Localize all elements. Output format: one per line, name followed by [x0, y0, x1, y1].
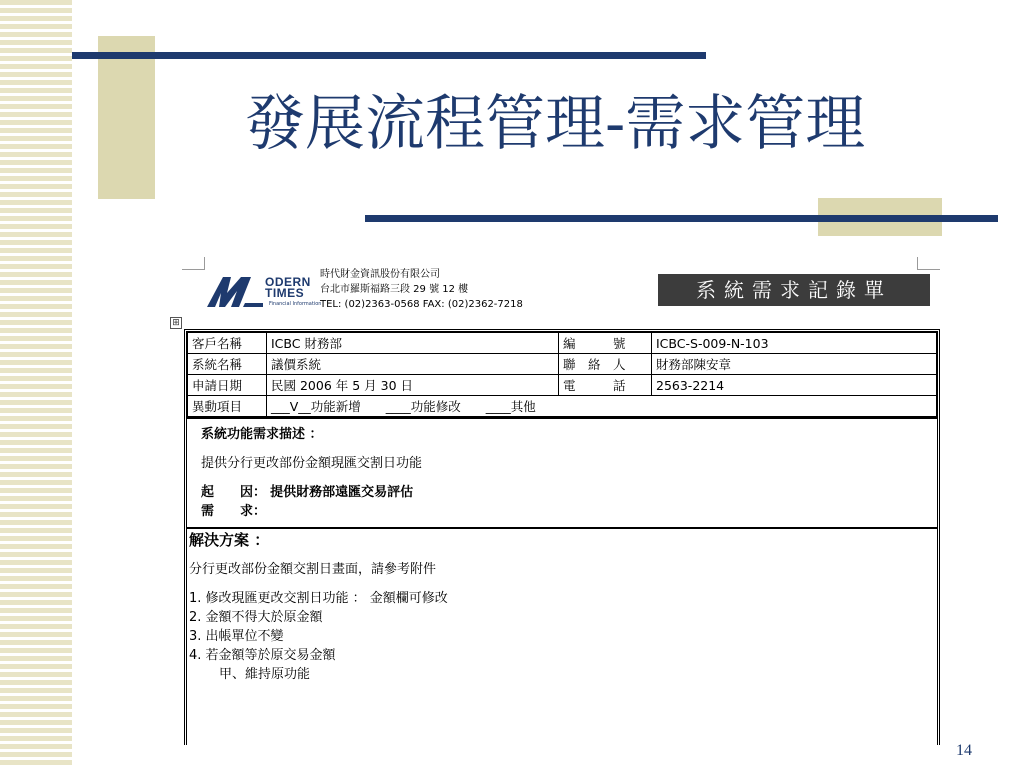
- value-phone: 2563-2214: [652, 375, 937, 396]
- table-row: [188, 333, 937, 354]
- solution-intro: 分行更改部份金額交割日畫面，請參考附件: [189, 562, 437, 577]
- top-accent-bar: [72, 52, 706, 59]
- solution-item-3: 3. 出帳單位不變: [189, 629, 284, 644]
- embedded-document: [170, 255, 940, 745]
- label-customer: 客戶名稱: [188, 333, 267, 354]
- solution-heading: 解決方案 ：: [189, 531, 270, 549]
- label-system: 系統名稱: [188, 354, 267, 375]
- solution-section: [187, 527, 937, 686]
- info-table: [187, 332, 937, 417]
- logo-m-icon: [205, 273, 265, 309]
- table-row: [188, 375, 937, 396]
- company-name: 時代財金資訊股份有限公司: [320, 269, 440, 280]
- form-title: 系統需求記錄單: [658, 274, 930, 306]
- table-row: [188, 354, 937, 375]
- requirement-description: 提供分行更改部份金額現匯交割日功能: [201, 456, 423, 471]
- label-change: 異動項目: [188, 396, 267, 417]
- logo-text-line1: ODERN: [265, 275, 311, 289]
- reason-value: 提供財務部遠匯交易評估: [270, 485, 414, 500]
- company-address: 台北市羅斯福路三段 29 號 12 樓: [320, 284, 469, 295]
- label-date: 申請日期: [188, 375, 267, 396]
- requirement-heading: 系統功能需求描述 ：: [201, 427, 323, 442]
- value-customer: ICBC 財務部: [267, 333, 559, 354]
- value-contact: 財務部陳安章: [652, 354, 937, 375]
- need-label: 需 求：: [201, 504, 267, 519]
- solution-sub-item: 甲、維持原功能: [219, 667, 311, 682]
- requirement-form: [184, 329, 940, 745]
- solution-item-1: 1. 修改現匯更改交割日功能 ： 金額欄可修改: [189, 591, 448, 606]
- company-logo: [205, 273, 322, 309]
- top-accent-block: [98, 36, 155, 199]
- logo-text-line2: TIMES: [265, 286, 305, 300]
- table-move-handle-icon[interactable]: ⊞: [170, 317, 182, 329]
- label-contact: 聯 絡 人: [559, 354, 652, 375]
- label-phone: 電 話: [559, 375, 652, 396]
- page-number: 14: [956, 742, 972, 759]
- company-info: [320, 267, 523, 312]
- slide-title: 發展流程管理-需求管理: [245, 89, 866, 159]
- margin-corner-mark: [182, 257, 205, 270]
- value-date: 民國 2006 年 5 月 30 日: [267, 375, 559, 396]
- left-stripe-decoration: [0, 0, 72, 768]
- solution-item-4: 4. 若金額等於原交易金額: [189, 648, 336, 663]
- value-system: 議價系統: [267, 354, 559, 375]
- solution-item-2: 2. 金額不得大於原金額: [189, 610, 323, 625]
- requirement-section: [187, 417, 937, 527]
- table-row: [188, 396, 937, 417]
- value-change: ___V__功能新增 ____功能修改 ____其他: [267, 396, 937, 417]
- value-number: ICBC-S-009-N-103: [652, 333, 937, 354]
- company-contact: TEL: (02)2363-0568 FAX: (02)2362-7218: [320, 299, 523, 310]
- margin-corner-mark: [917, 257, 940, 270]
- logo-subtext: Financial Information: [269, 301, 322, 307]
- right-accent-bar: [365, 215, 998, 222]
- reason-label: 起 因：: [201, 485, 267, 500]
- label-number: 編 號: [559, 333, 652, 354]
